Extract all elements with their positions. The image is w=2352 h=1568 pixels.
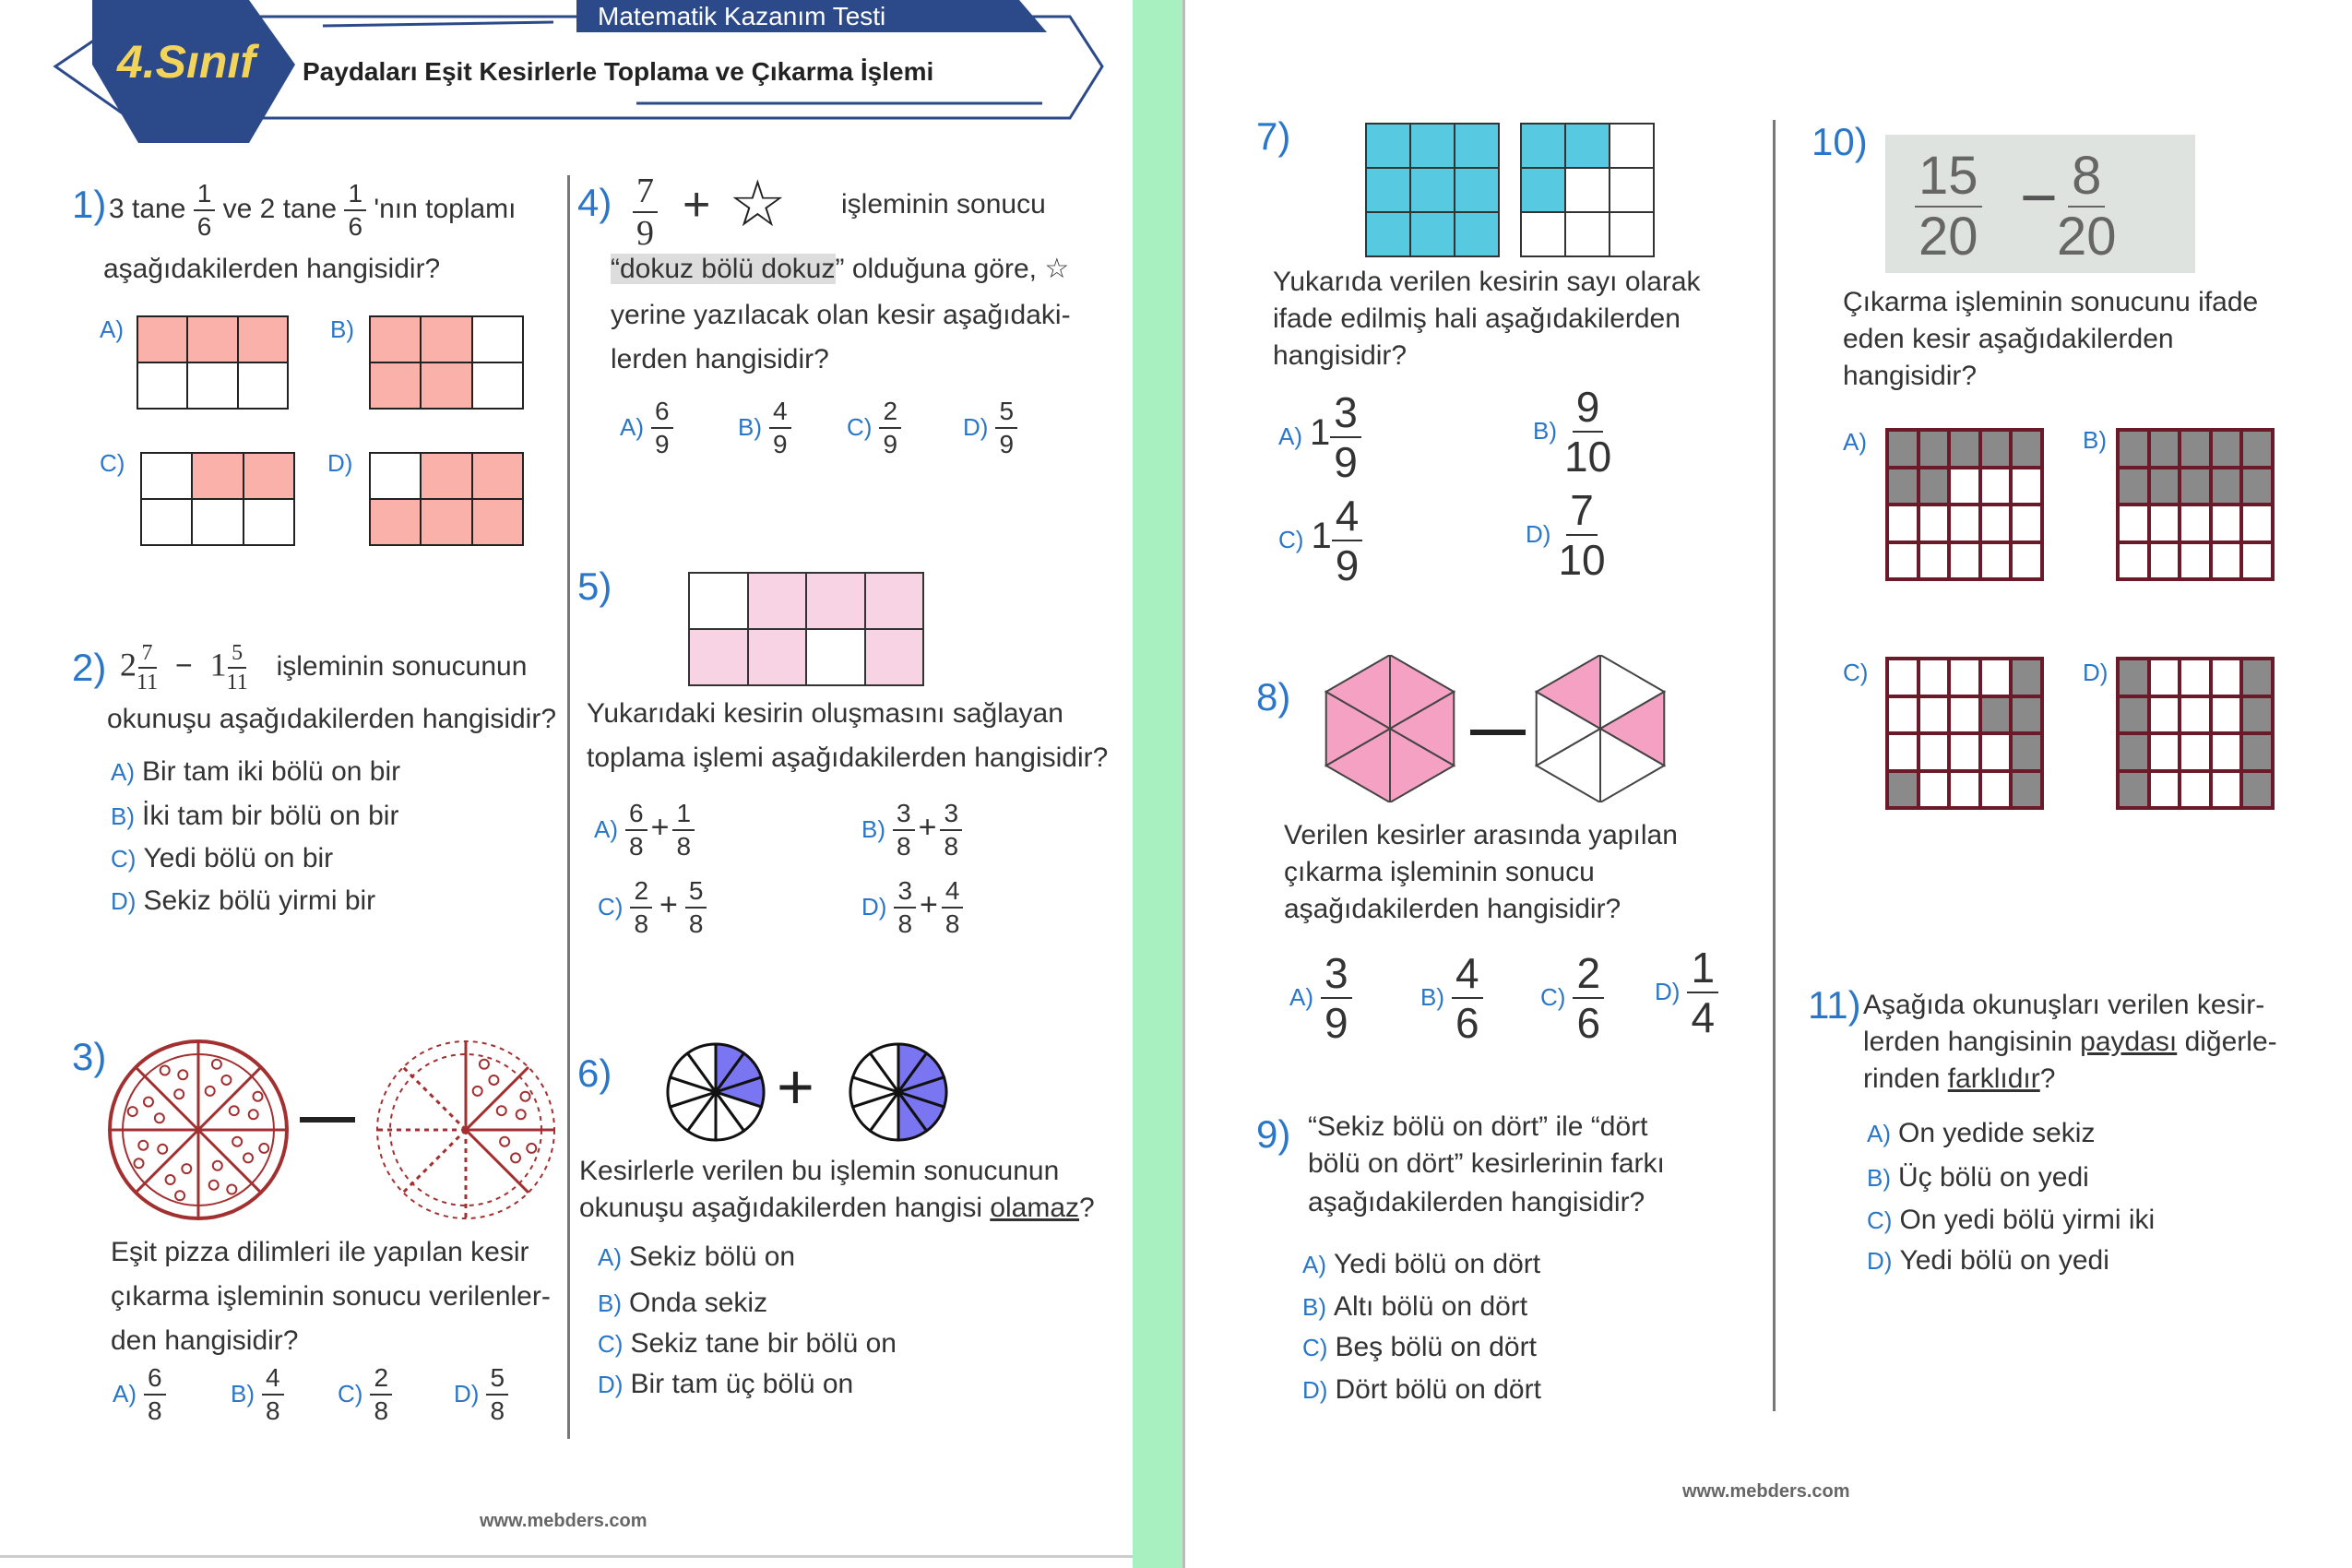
q3-option-d[interactable]: D) $\frac{5}{8}$ xyxy=(454,1365,508,1424)
q10-option-c-grid xyxy=(1885,657,2044,810)
q6-option-d[interactable]: D) Bir tam üç bölü on xyxy=(598,1369,854,1399)
grid-cell xyxy=(2211,696,2242,734)
q1-fraction-1: $\frac{1}{6}$ xyxy=(194,181,216,240)
right-column-divider xyxy=(1773,120,1776,1411)
q10-option-d-grid xyxy=(2116,657,2275,810)
grid-cell xyxy=(1980,468,2012,505)
pizza-cut-line xyxy=(403,1067,466,1130)
grid-cell xyxy=(2241,659,2273,696)
grid-cell xyxy=(2149,696,2180,734)
q3-option-a[interactable]: A) $\frac{6}{8}$ xyxy=(113,1365,166,1424)
pizza-topping xyxy=(212,1060,221,1069)
q7-line1: Yukarıda verilen kesirin sayı olarak xyxy=(1273,267,1701,297)
q10-option-a[interactable]: A) xyxy=(1843,428,1867,456)
pizza-topping xyxy=(527,1144,536,1153)
grid-cell xyxy=(1918,733,1950,771)
grade-badge: 4.Sınıf xyxy=(116,36,256,88)
q6-circle-right xyxy=(847,1040,950,1144)
q4-fraction: $\frac{7}{9}$ xyxy=(633,173,658,251)
pizza-topping xyxy=(138,1141,148,1150)
grid-cell xyxy=(2241,696,2273,734)
grid-cell xyxy=(1918,542,1950,580)
q10-minus: − xyxy=(2020,161,2058,233)
grid-cell xyxy=(1980,696,2012,734)
pizza-topping xyxy=(517,1110,526,1119)
grid-cell xyxy=(1980,659,2012,696)
grid-cell xyxy=(2011,696,2042,734)
grid-cell xyxy=(1887,733,1918,771)
grid-cell xyxy=(137,362,187,409)
grid-cell xyxy=(421,316,471,362)
grid-cell xyxy=(370,316,421,362)
grid-cell xyxy=(1918,696,1950,734)
q7-line3: hangisidir? xyxy=(1273,340,1408,371)
q4-option-d[interactable]: D) $\frac{5}{9}$ xyxy=(963,398,1017,457)
grid-cell xyxy=(748,573,807,629)
grid-cell xyxy=(1887,771,1918,809)
pizza-topping xyxy=(230,1106,239,1115)
q1-line2: aşağıdakilerden hangisidir? xyxy=(103,254,441,284)
pizza-topping xyxy=(182,1164,191,1173)
q7-number: 7) xyxy=(1256,114,1291,158)
grid-cell xyxy=(472,316,523,362)
grid-cell xyxy=(2118,430,2149,468)
q11-number: 11) xyxy=(1808,983,1861,1027)
q1-number: 1) xyxy=(72,183,107,226)
q7-grid-full xyxy=(1365,123,1500,257)
star-icon: ☆ xyxy=(729,168,787,240)
grid-cell xyxy=(806,629,865,685)
grid-cell xyxy=(1455,212,1499,256)
grid-cell xyxy=(421,499,471,545)
grid-cell xyxy=(689,573,748,629)
grid-cell xyxy=(2149,505,2180,542)
grid-cell xyxy=(1887,430,1918,468)
grid-cell xyxy=(1887,505,1918,542)
grid-cell xyxy=(1980,542,2012,580)
pizza-topping xyxy=(511,1153,520,1162)
grid-cell xyxy=(1565,168,1610,212)
pizza-topping xyxy=(174,1089,184,1099)
footer-right[interactable]: www.mebders.com xyxy=(1682,1481,1850,1502)
q5-option-d[interactable]: D) $\frac{3}{8}$ + $\frac{4}{8}$ xyxy=(861,878,963,937)
grid-cell xyxy=(1918,771,1950,809)
test-title: Matematik Kazanım Testi xyxy=(598,2,886,30)
q8-line3: aşağıdakilerden hangisidir? xyxy=(1284,894,1621,924)
grid-cell xyxy=(689,629,748,685)
q7-grid-partial xyxy=(1520,123,1655,257)
q10-expression-box xyxy=(1885,135,2195,273)
q2-option-d[interactable]: D) Sekiz bölü yirmi bir xyxy=(111,885,376,916)
grid-cell xyxy=(244,453,294,499)
q6-option-b[interactable]: B) Onda sekiz xyxy=(598,1288,768,1318)
q2-option-a[interactable]: A) Bir tam iki bölü on bir xyxy=(111,756,401,787)
q11-option-d[interactable]: D) Yedi bölü on yedi xyxy=(1867,1245,2109,1276)
grid-cell xyxy=(2211,468,2242,505)
q11-option-a[interactable]: A) On yedide sekiz xyxy=(1867,1118,2096,1148)
grid-cell xyxy=(1565,212,1610,256)
q3-option-b[interactable]: B) $\frac{4}{8}$ xyxy=(231,1365,284,1424)
grid-cell xyxy=(2011,430,2042,468)
grid-cell xyxy=(370,362,421,409)
grid-cell xyxy=(370,453,421,499)
grid-cell xyxy=(2211,659,2242,696)
q1-option-c[interactable]: C) xyxy=(100,449,125,477)
grid-cell xyxy=(1949,696,1980,734)
q8-option-c[interactable]: C) $\frac{2}{6}$ xyxy=(1540,952,1604,1044)
q9-option-c[interactable]: C) Beş bölü on dört xyxy=(1302,1332,1537,1362)
q1-option-b[interactable]: B) xyxy=(330,315,354,343)
q1-fraction-2: $\frac{1}{6}$ xyxy=(344,181,366,240)
q6-circle-left xyxy=(664,1040,767,1144)
grid-cell xyxy=(2180,659,2211,696)
grid-cell xyxy=(865,573,924,629)
grid-cell xyxy=(1887,542,1918,580)
q5-number: 5) xyxy=(577,564,612,608)
q4-option-b[interactable]: B) $\frac{4}{9}$ xyxy=(738,398,791,457)
grid-cell xyxy=(2180,430,2211,468)
q8-line1: Verilen kesirler arasında yapılan xyxy=(1284,820,1678,850)
q7-option-b[interactable]: B) $\frac{9}{10}$ xyxy=(1533,383,1612,481)
q8-number: 8) xyxy=(1256,675,1291,719)
grid-cell xyxy=(421,453,471,499)
q4-text1: işleminin sonucu xyxy=(841,189,1046,220)
grid-cell xyxy=(1918,430,1950,468)
subtitle: Paydaları Eşit Kesirlerle Toplama ve Çıkarma İşlemi xyxy=(303,57,934,86)
pizza-topping xyxy=(213,1161,222,1170)
grid-cell xyxy=(2211,542,2242,580)
q10-line1: Çıkarma işleminin sonucunu ifade xyxy=(1843,287,2259,317)
q9-option-d[interactable]: D) Dört bölü on dört xyxy=(1302,1374,1541,1405)
grid-cell xyxy=(2149,542,2180,580)
pizza-topping xyxy=(232,1137,242,1146)
grid-cell xyxy=(1918,505,1950,542)
grid-cell xyxy=(748,629,807,685)
q8-option-a[interactable]: A) $\frac{3}{9}$ xyxy=(1289,952,1352,1044)
grid-cell xyxy=(421,362,471,409)
q3-minus: — xyxy=(300,1085,355,1146)
q9-option-a[interactable]: A) Yedi bölü on dört xyxy=(1302,1249,1541,1279)
pizza-topping xyxy=(135,1158,144,1168)
grid-cell xyxy=(2149,468,2180,505)
grid-cell xyxy=(2241,771,2273,809)
q11-line3: rinden farklıdır? xyxy=(1863,1063,2056,1094)
grid-cell xyxy=(472,453,523,499)
q9-number: 9) xyxy=(1256,1112,1291,1156)
grid-cell xyxy=(2118,659,2149,696)
q6-option-a[interactable]: A) Sekiz bölü on xyxy=(598,1241,796,1272)
pizza-cut-line xyxy=(403,1130,466,1193)
q5-line2: toplama işlemi aşağıdakilerden hangisidir? xyxy=(587,742,1109,773)
grid-cell xyxy=(1366,124,1410,168)
q1-line1: 3 tane $\frac{1}{6}$ ve 2 tane $\frac{1}{6}$ 'nın toplamı xyxy=(109,179,517,241)
grid-cell xyxy=(1887,659,1918,696)
q2-option-b[interactable]: B) İki tam bir bölü on bir xyxy=(111,801,399,831)
grid-cell xyxy=(1455,124,1499,168)
pizza-topping xyxy=(497,1106,506,1115)
q7-option-d[interactable]: D) $\frac{7}{10}$ xyxy=(1526,486,1606,584)
grid-cell xyxy=(1521,212,1565,256)
q5-option-b[interactable]: B) $\frac{3}{8}$ + $\frac{3}{8}$ xyxy=(861,801,962,860)
grid-cell xyxy=(1521,168,1565,212)
q10-line2: eden kesir aşağıdakilerden xyxy=(1843,324,2174,354)
grid-cell xyxy=(1887,696,1918,734)
column-divider xyxy=(567,175,570,1439)
pizza-topping xyxy=(209,1181,219,1190)
grid-cell xyxy=(2011,733,2042,771)
grid-cell xyxy=(370,499,421,545)
q2-number: 2) xyxy=(72,646,107,689)
grid-cell xyxy=(2011,505,2042,542)
grid-cell xyxy=(1565,124,1610,168)
grid-cell xyxy=(1610,168,1654,212)
pizza-topping xyxy=(480,1060,489,1069)
pizza-topping xyxy=(249,1110,258,1119)
q8-option-d[interactable]: D) $\frac{1}{4}$ xyxy=(1655,946,1718,1039)
q1-option-b-grid xyxy=(369,315,524,410)
grid-cell xyxy=(2149,659,2180,696)
q7-option-c[interactable]: C) 1 $\frac{4}{9}$ xyxy=(1278,494,1362,587)
q10-option-d[interactable]: D) xyxy=(2083,659,2108,686)
grid-cell xyxy=(2211,505,2242,542)
grid-cell xyxy=(2180,733,2211,771)
grid-cell xyxy=(1980,733,2012,771)
q2-option-c[interactable]: C) Yedi bölü on bir xyxy=(111,843,334,873)
q3-option-c[interactable]: C) $\frac{2}{8}$ xyxy=(338,1365,392,1424)
q6-option-c[interactable]: C) Sekiz tane bir bölü on xyxy=(598,1328,897,1359)
grid-cell xyxy=(2180,771,2211,809)
q3-number: 3) xyxy=(72,1035,107,1078)
q6-plus: + xyxy=(777,1051,814,1123)
pizza-topping xyxy=(489,1075,498,1085)
q4-line3: yerine yazılacak olan kesir aşağıdaki- xyxy=(611,300,1071,330)
q10-number: 10) xyxy=(1812,120,1868,163)
grid-cell xyxy=(187,316,237,362)
right-page-edge xyxy=(1182,0,1185,1568)
q9-line3: aşağıdakilerden hangisidir? xyxy=(1308,1187,1645,1218)
grid-cell xyxy=(141,499,192,545)
q10-option-b[interactable]: B) xyxy=(2083,426,2107,454)
grid-cell xyxy=(2149,771,2180,809)
q3-line2: çıkarma işleminin sonucu verilenler- xyxy=(111,1281,551,1312)
grid-cell xyxy=(1949,468,1980,505)
grid-cell xyxy=(238,362,288,409)
q11-option-c[interactable]: C) On yedi bölü yirmi iki xyxy=(1867,1205,2156,1235)
grid-cell xyxy=(1366,168,1410,212)
footer-left[interactable]: www.mebders.com xyxy=(480,1511,647,1531)
grid-cell xyxy=(1949,430,1980,468)
grid-cell xyxy=(1980,505,2012,542)
q6-line1: Kesirlerle verilen bu işlemin sonucunun xyxy=(579,1156,1060,1186)
q2-line2: okunuşu aşağıdakilerden hangisidir? xyxy=(107,704,557,734)
pizza-topping xyxy=(160,1066,170,1075)
q5-option-a[interactable]: A) $\frac{6}{8}$ + $\frac{1}{8}$ xyxy=(594,801,695,860)
grid-cell xyxy=(137,316,187,362)
grid-cell xyxy=(1949,505,1980,542)
grid-cell xyxy=(2118,733,2149,771)
grid-cell xyxy=(2149,733,2180,771)
pizza-topping xyxy=(206,1087,215,1096)
pizza-topping xyxy=(259,1144,268,1153)
q10-option-b-grid xyxy=(2116,428,2275,581)
grid-cell xyxy=(2011,659,2042,696)
pizza-topping xyxy=(158,1145,167,1154)
q2-expression: 2 $\frac{7}{11}$ − 1 $\frac{5}{11}$ işleminin sonucunun xyxy=(120,641,528,695)
page-bottom-line xyxy=(0,1555,1133,1558)
q9-line1: “Sekiz bölü on dört” ile “dört xyxy=(1308,1111,1648,1142)
grid-cell xyxy=(1610,124,1654,168)
q3-line3: den hangisidir? xyxy=(111,1325,299,1356)
q11-line1: Aşağıda okunuşları verilen kesir- xyxy=(1863,990,2265,1020)
pizza-topping xyxy=(473,1087,482,1096)
left-page xyxy=(0,0,1133,1568)
q6-number: 6) xyxy=(577,1051,612,1095)
q8-option-b[interactable]: B) $\frac{4}{6}$ xyxy=(1420,952,1483,1044)
grid-cell xyxy=(865,629,924,685)
pizza-topping xyxy=(175,1191,184,1200)
grid-cell xyxy=(2149,430,2180,468)
grid-cell xyxy=(2180,468,2211,505)
q10-line3: hangisidir? xyxy=(1843,361,1978,391)
grid-cell xyxy=(1410,168,1455,212)
grid-cell xyxy=(1918,659,1950,696)
q1-option-c-grid xyxy=(140,452,295,546)
q8-line2: çıkarma işleminin sonucu xyxy=(1284,857,1595,887)
grid-cell xyxy=(1455,168,1499,212)
grid-cell xyxy=(1366,212,1410,256)
grid-cell xyxy=(472,362,523,409)
q1-option-a-grid xyxy=(137,315,289,410)
grid-cell xyxy=(244,499,294,545)
q5-line1: Yukarıdaki kesirin oluşmasını sağlayan xyxy=(587,698,1063,729)
grid-cell xyxy=(2180,542,2211,580)
pizza-topping xyxy=(155,1113,164,1123)
grid-cell xyxy=(1887,468,1918,505)
grid-cell xyxy=(2011,468,2042,505)
q3-line1: Eşit pizza dilimleri ile yapılan kesir xyxy=(111,1237,529,1267)
q4-line4: lerden hangisidir? xyxy=(611,344,829,374)
grid-cell xyxy=(1410,124,1455,168)
q1-option-d-grid xyxy=(369,452,524,546)
q1-option-a[interactable]: A) xyxy=(100,315,124,343)
q9-option-b[interactable]: B) Altı bölü on dört xyxy=(1302,1291,1528,1322)
grid-cell xyxy=(2011,542,2042,580)
grid-cell xyxy=(1980,430,2012,468)
grid-cell xyxy=(1949,542,1980,580)
grid-cell xyxy=(2011,771,2042,809)
grid-cell xyxy=(1521,124,1565,168)
q4-number: 4) xyxy=(577,181,612,224)
q11-option-b[interactable]: B) Üç bölü on yedi xyxy=(1867,1162,2089,1193)
pizza-topping xyxy=(178,1070,187,1079)
q10-fraction-2: $\frac{8}{20}$ xyxy=(2057,146,2117,267)
grid-cell xyxy=(2118,468,2149,505)
grid-cell xyxy=(2241,468,2273,505)
q8-minus: — xyxy=(1470,697,1526,759)
q10-option-a-grid xyxy=(1885,428,2044,581)
grid-cell xyxy=(2241,430,2273,468)
q8-hexagon-right xyxy=(1522,655,1679,802)
pizza-topping xyxy=(166,1175,175,1184)
pizza-topping xyxy=(144,1098,153,1107)
grid-cell xyxy=(2180,505,2211,542)
q8-hexagon-left xyxy=(1312,655,1468,802)
q4-option-a[interactable]: A) $\frac{6}{9}$ xyxy=(620,398,673,457)
grid-cell xyxy=(1949,733,1980,771)
grid-cell xyxy=(141,453,192,499)
grid-cell xyxy=(2118,505,2149,542)
grid-cell xyxy=(1610,212,1654,256)
q10-option-c[interactable]: C) xyxy=(1843,659,1869,686)
grid-cell xyxy=(2211,771,2242,809)
q4-option-c[interactable]: C) $\frac{2}{9}$ xyxy=(847,398,901,457)
grid-cell xyxy=(1949,771,1980,809)
grid-cell xyxy=(2118,696,2149,734)
q9-line2: bölü on dört” kesirlerinin farkı xyxy=(1308,1148,1665,1179)
grid-cell xyxy=(1980,771,2012,809)
grid-cell xyxy=(187,362,237,409)
grid-cell xyxy=(2211,430,2242,468)
q11-line2: lerden hangisinin paydası diğerle- xyxy=(1863,1027,2277,1057)
grid-cell xyxy=(238,316,288,362)
pizza-topping xyxy=(221,1075,231,1085)
grid-cell xyxy=(472,499,523,545)
grid-cell xyxy=(2241,733,2273,771)
pizza-topping xyxy=(227,1184,236,1194)
grid-cell xyxy=(2118,542,2149,580)
q4-plus: + xyxy=(683,178,711,232)
right-page xyxy=(1182,0,2352,1568)
q3-pizza-right xyxy=(369,1033,563,1227)
grid-cell xyxy=(2241,505,2273,542)
pizza-topping xyxy=(500,1137,509,1146)
pizza-topping xyxy=(253,1092,262,1101)
q3-pizza-left xyxy=(101,1033,295,1227)
q6-line2: okunuşu aşağıdakilerden hangisi olamaz? xyxy=(579,1193,1095,1223)
q10-fraction-1: $\frac{15}{20}$ xyxy=(1915,149,1982,264)
pizza-topping xyxy=(520,1092,529,1101)
grid-cell xyxy=(192,499,243,545)
pizza-topping xyxy=(128,1107,137,1116)
q5-fraction-grid xyxy=(688,572,924,686)
grid-cell xyxy=(1410,212,1455,256)
grid-cell xyxy=(2180,696,2211,734)
q4-line2: “dokuz bölü dokuz” olduğuna göre, ☆ xyxy=(611,254,1070,284)
q1-option-d[interactable]: D) xyxy=(327,449,353,477)
grid-cell xyxy=(2241,542,2273,580)
grid-cell xyxy=(192,453,243,499)
grid-cell xyxy=(1918,468,1950,505)
pizza-topping xyxy=(244,1153,253,1162)
grid-cell xyxy=(2211,733,2242,771)
grid-cell xyxy=(806,573,865,629)
grid-cell xyxy=(1949,659,1980,696)
q5-option-c[interactable]: C) $\frac{2}{8}$ + $\frac{5}{8}$ xyxy=(598,878,707,937)
q7-line2: ifade edilmiş hali aşağıdakilerden xyxy=(1273,303,1681,334)
grid-cell xyxy=(2118,771,2149,809)
q7-option-a[interactable]: A) 1 $\frac{3}{9}$ xyxy=(1278,391,1361,483)
